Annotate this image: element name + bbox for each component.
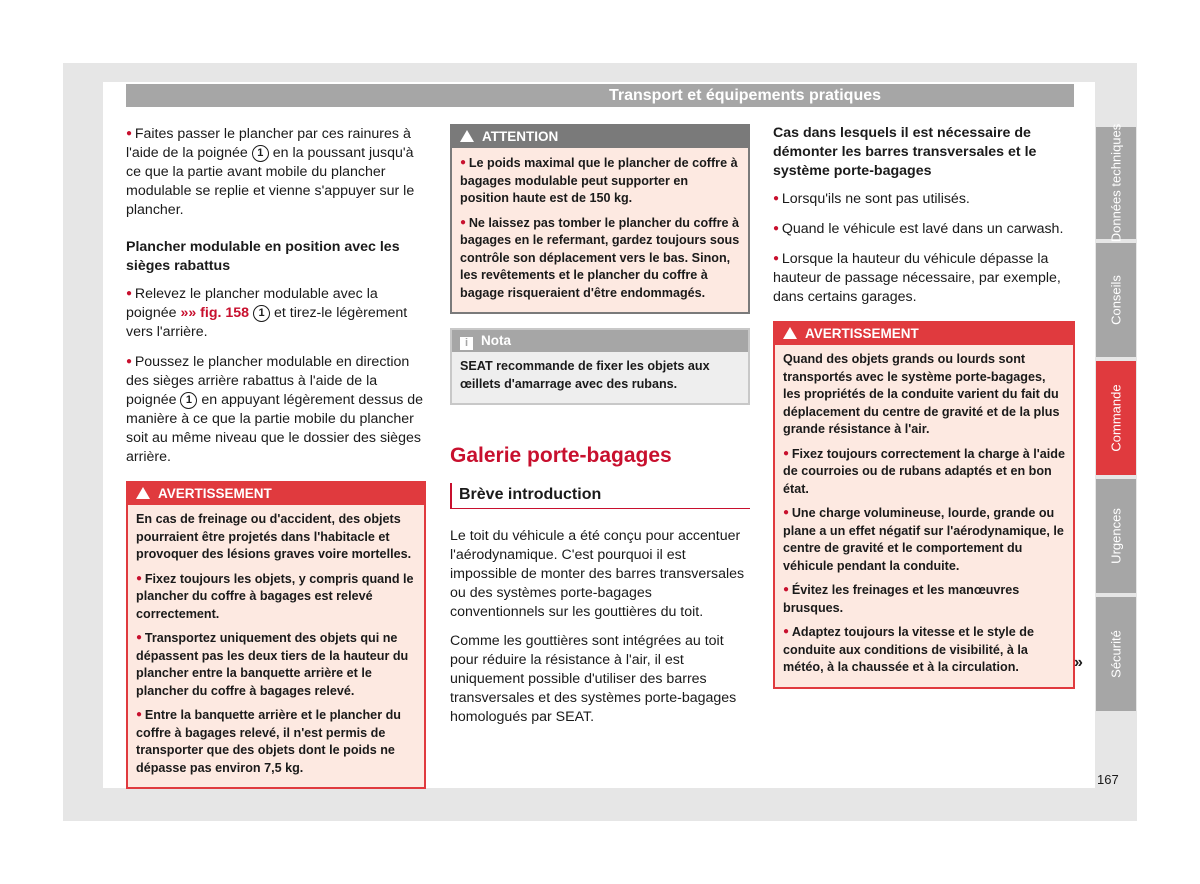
warning-triangle-icon xyxy=(136,487,150,499)
warning-box xyxy=(126,481,426,789)
callout-number: 1 xyxy=(180,392,197,409)
paragraph: Comme les gouttières sont intégrées au toit pour réduire la résistance à l'air, il est uniquement possible d'utiliser des barres transversales et des systèmes porte-bagages homologués par SEAT. xyxy=(450,633,737,725)
note-box xyxy=(450,328,750,405)
chapter-title: Transport et équipements pratiques xyxy=(608,87,882,104)
note-header: i Nota xyxy=(452,330,748,352)
tab-donnees-techniques[interactable]: Données techniques xyxy=(1096,127,1136,239)
warning-intro: En cas de freinage ou d'accident, des objets pourraient être projetés dans l'habitacle et provoquer des lésions graves voire mortelles. xyxy=(136,512,412,561)
figure-link[interactable]: »» fig. 158 xyxy=(180,305,250,321)
tab-commande[interactable]: Commande xyxy=(1096,361,1136,475)
list-item: ● Lorsqu'ils ne sont pas utilisés. xyxy=(773,189,1075,209)
list-item: ● Lorsque la hauteur du véhicule dépasse la hauteur de passage nécessaire, par exemple, dans certains garages. xyxy=(773,249,1075,307)
warning-item: ● Évitez les freinages et les manœuvres brusques. xyxy=(783,581,1065,617)
column-3 xyxy=(773,124,1075,689)
warning-body xyxy=(128,505,424,787)
warning-item: ● Une charge volumineuse, lourde, grande ou plane a un effet négatif sur l'aérodynamique, le centre de gravité et le comportement du véhicule pendant la conduite. xyxy=(783,504,1065,575)
subheading: Plancher modulable en position avec les sièges rabattus xyxy=(126,239,400,274)
note-body xyxy=(452,352,748,403)
callout-number: 1 xyxy=(252,145,269,162)
note-text: SEAT recommande de fixer les objets aux œillets d'amarrage avec des rubans. xyxy=(460,359,710,391)
paragraph: ● Poussez le plancher modulable en direction des sièges arrière rabattus à l'aide de la poignée 1 en appuyant légèrement dessus de manière à ce que la partie mobile du plancher soit au même niveau que le dossier des sièges arrière. xyxy=(126,352,426,467)
tab-conseils[interactable]: Conseils xyxy=(1096,243,1136,357)
column-1 xyxy=(126,124,426,789)
warning-item: ● Transportez uniquement des objets qui ne dépassent pas les deux tiers de la hauteur du plancher entre la banquette arrière et le plancher du coffre à bagages relevé. xyxy=(136,629,416,700)
list-item: ● Quand le véhicule est lavé dans un carwash. xyxy=(773,219,1075,239)
section-title: Galerie porte-bagages xyxy=(450,444,672,467)
paragraph: Le toit du véhicule a été conçu pour accentuer l'aérodynamique. C'est pourquoi il est impossible de monter des barres transversales ou des systèmes porte-bagages conventionnels sur les gouttières du toit. xyxy=(450,528,745,620)
chapter-tabs xyxy=(1096,123,1136,715)
chapter-header xyxy=(126,84,1074,107)
warning-item: ● Entre la banquette arrière et le plancher du coffre à bagages relevé, il n'est permis de transporter que des objets dont le poids ne dépasse pas environ 7,5 kg. xyxy=(136,706,416,777)
attention-header: ATTENTION xyxy=(452,126,748,148)
callout-number: 1 xyxy=(253,305,270,322)
tab-urgences[interactable]: Urgences xyxy=(1096,479,1136,593)
paragraph: ● Faites passer le plancher par ces rainures à l'aide de la poignée 1 en la poussant jusqu'à ce que la partie avant mobile du plancher modulable se replie et vienne s'appuyer sur le plancher. xyxy=(126,124,426,220)
info-icon: i xyxy=(460,337,473,350)
paragraph: ● Relevez le plancher modulable avec la poignée »» fig. 158 1 et tirez-le légèrement vers l'arrière. xyxy=(126,284,426,342)
warning-box xyxy=(773,321,1075,689)
attention-body xyxy=(452,148,748,312)
warning-item: ● Adaptez toujours la vitesse et le style de conduite aux conditions de visibilité, à la météo, à la chaussée et à la circulation. xyxy=(783,623,1065,677)
warning-header: AVERTISSEMENT xyxy=(775,323,1073,345)
continue-arrow-icon: » xyxy=(1074,654,1083,671)
warning-triangle-icon xyxy=(783,327,797,339)
tab-securite[interactable]: Sécurité xyxy=(1096,597,1136,711)
section-subtitle: Brève introduction xyxy=(450,483,750,509)
subheading: Cas dans lesquels il est nécessaire de démonter les barres transversales et le système porte-bagages xyxy=(773,125,1037,179)
warning-item: ● Fixez toujours les objets, y compris quand le plancher du coffre à bagages est relevé correctement. xyxy=(136,570,416,624)
column-2 xyxy=(450,124,750,737)
attention-item: ● Le poids maximal que le plancher de coffre à bagages modulable peut supporter en position haute est de 150 kg. xyxy=(460,154,740,208)
warning-header: AVERTISSEMENT xyxy=(128,483,424,505)
warning-intro: Quand des objets grands ou lourds sont transportés avec le système porte-bagages, les propriétés de la conduite varient du fait du déplacement du centre de gravité et de la plus grande résistance à l'air. xyxy=(783,352,1060,436)
page-number: 167 xyxy=(1097,772,1119,787)
attention-box xyxy=(450,124,750,314)
warning-triangle-icon xyxy=(460,130,474,142)
attention-item: ● Ne laissez pas tomber le plancher du coffre à bagages en le refermant, gardez toujours sous contrôle son déplacement vers le bas. Sinon, les revêtements et le plancher du coffre à bagage risqueraient d'être endommagés. xyxy=(460,214,740,303)
warning-body xyxy=(775,345,1073,687)
warning-item: ● Fixez toujours correctement la charge à l'aide de courroies ou de rubans adaptés et en bon état. xyxy=(783,445,1065,499)
